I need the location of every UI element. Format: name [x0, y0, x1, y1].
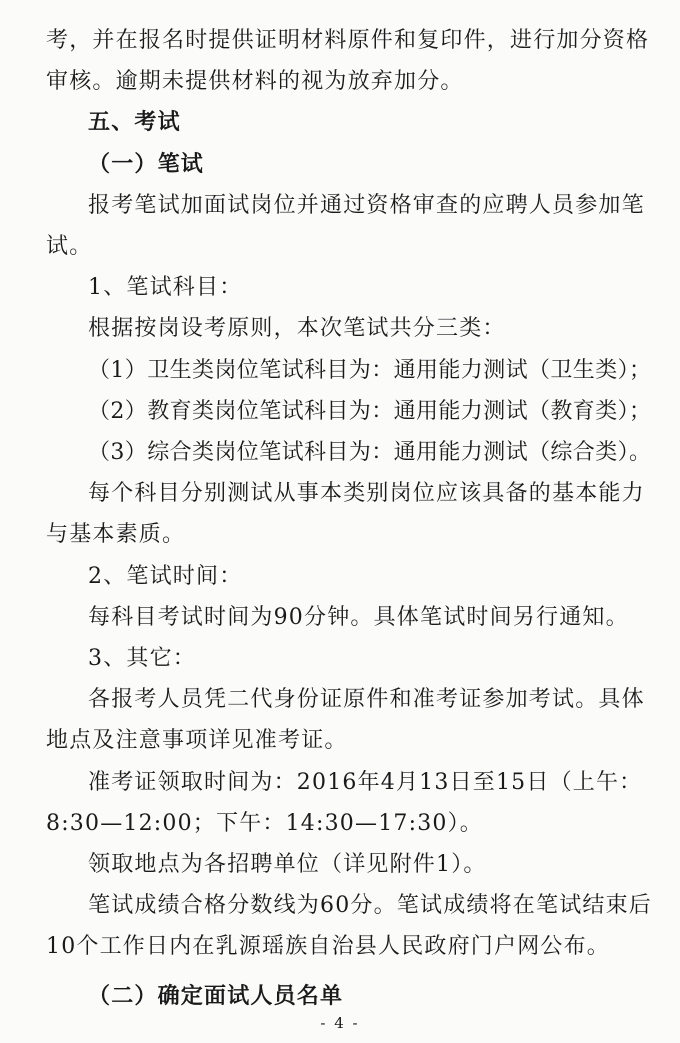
text-line: 每个科目分别测试从事本类别岗位应该具备的基本能力	[88, 481, 645, 506]
subsection-heading: （一）笔试	[88, 152, 205, 177]
text-line: 审核。逾期未提供材料的视为放弃加分。	[46, 69, 464, 94]
text-line: 准考证领取时间为：2016年4月13日至15日（上午：	[88, 770, 643, 795]
list-item: （2）教育类岗位笔试科目为：通用能力测试（教育类）；	[88, 399, 652, 424]
text-line: 每科目考试时间为90分钟。具体笔试时间另行通知。	[88, 605, 629, 630]
text-line: 地点及注意事项详见准考证。	[46, 728, 348, 753]
item-heading: 3、其它：	[88, 646, 196, 671]
text-line: 10个工作日内在乳源瑶族自治县人民政府门户网公布。	[46, 934, 610, 959]
text-line: 考，并在报名时提供证明材料原件和复印件，进行加分资格	[46, 28, 650, 53]
subsection-heading: （二）确定面试人员名单	[88, 984, 344, 1009]
text-line: 笔试成绩合格分数线为60分。笔试成绩将在笔试结束后	[88, 893, 652, 918]
section-heading: 五、考试	[88, 110, 181, 135]
text-line: 与基本素质。	[46, 522, 186, 547]
item-heading: 1、笔试科目：	[88, 275, 243, 300]
list-item: （1）卫生类岗位笔试科目为：通用能力测试（卫生类）；	[88, 358, 652, 383]
text-line: 8:30—12:00；下午：14:30—17:30）。	[46, 811, 484, 836]
text-line: 领取地点为各招聘单位（详见附件1）。	[88, 852, 487, 877]
text-line: 试。	[46, 234, 93, 259]
page-number: - 4 -	[320, 1014, 360, 1032]
item-heading: 2、笔试时间：	[88, 564, 243, 589]
text-line: 报考笔试加面试岗位并通过资格审查的应聘人员参加笔	[88, 193, 645, 218]
text-line: 根据按岗设考原则，本次笔试共分三类：	[88, 316, 506, 341]
text-line: 各报考人员凭二代身份证原件和准考证参加考试。具体	[88, 687, 645, 712]
list-item: （3）综合类岗位笔试科目为：通用能力测试（综合类）。	[88, 440, 652, 465]
